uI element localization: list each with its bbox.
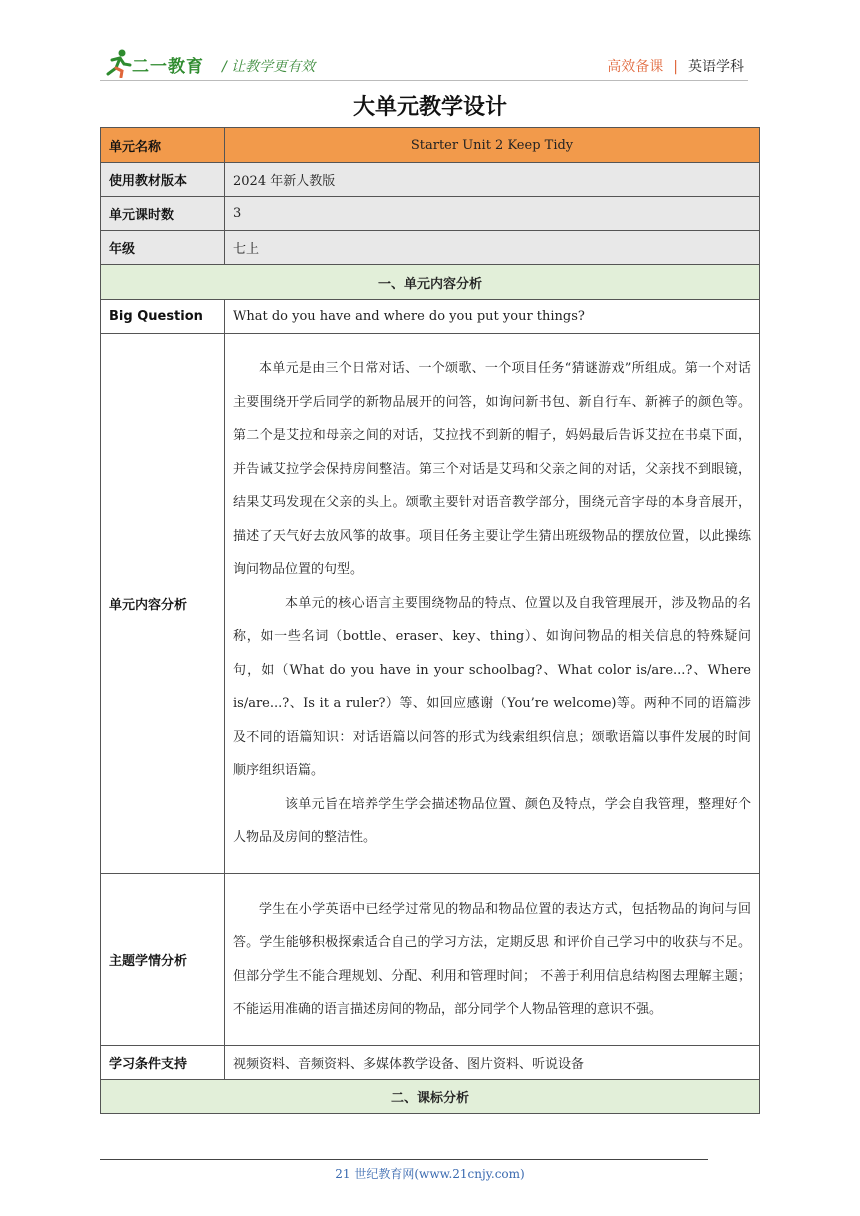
row-hours: [101, 197, 760, 231]
value-unit-name: Starter Unit 2 Keep Tidy: [225, 128, 760, 163]
value-big-question: What do you have and where do you put your things?: [225, 300, 760, 334]
row-content-analysis: [101, 334, 760, 874]
label-content-analysis: 单元内容分析: [101, 334, 225, 874]
content-paragraph: 本单元是由三个日常对话、一个颂歌、一个项目任务“猜谜游戏”所组成。第一个对话主要围绕开学后同学的新物品展开的问答，如询问新书包、新自行车、新裤子的颜色等。第二个是艾拉和母亲之间的对话，艾拉找不到新的帽子，妈妈最后告诉艾拉在书桌下面，并告诫艾拉学会保持房间整洁。第三个对话是艾玛和父亲之间的对话，父亲找不到眼镜，结果艾玛发现在父亲的头上。颂歌主要针对语音教学部分，围绕元音字母的本身音展开，描述了天气好去放风筝的故事。项目任务主要让学生猜出班级物品的摆放位置，以此操练询问物品位置的句型。: [233, 361, 751, 578]
header-tag-subject: 英语学科: [688, 59, 744, 75]
logo-text: 二一教育: [132, 57, 204, 77]
label-learner-analysis: 主题学情分析: [101, 874, 225, 1046]
row-unit-name: [101, 128, 760, 163]
slogan: / 让教学更有效: [222, 59, 316, 75]
label-big-question: Big Question: [101, 300, 225, 334]
footer-divider: [100, 1159, 708, 1160]
label-conditions: 学习条件支持: [101, 1046, 225, 1080]
page-header: [0, 0, 860, 90]
value-textbook: 2024 年新人教版: [225, 163, 760, 197]
row-textbook: [101, 163, 760, 197]
runner-icon: [104, 48, 132, 78]
row-grade: [101, 231, 760, 265]
label-hours: 单元课时数: [101, 197, 225, 231]
section-title-1: 一、单元内容分析: [101, 265, 760, 300]
header-right: [607, 56, 744, 76]
row-conditions: [101, 1046, 760, 1080]
footer-link[interactable]: 21 世纪教育网(www.21cnjy.com): [335, 1167, 525, 1181]
label-unit-name: 单元名称: [101, 128, 225, 163]
label-grade: 年级: [101, 231, 225, 265]
content-paragraph: 该单元旨在培养学生学会描述物品位置、颜色及特点，学会自我管理，整理好个人物品及房间的整洁性。: [233, 796, 751, 846]
row-big-question: [101, 300, 760, 334]
header-divider: [100, 80, 748, 81]
label-textbook: 使用教材版本: [101, 163, 225, 197]
page-title: 大单元教学设计: [352, 95, 507, 120]
design-table: [100, 127, 760, 1114]
value-content-analysis: [225, 334, 760, 874]
brand-logo: [104, 48, 216, 80]
header-tag-prep: 高效备课: [607, 59, 664, 75]
value-hours: 3: [225, 197, 760, 231]
header-separator: |: [673, 59, 678, 75]
value-learner-analysis: [225, 874, 760, 1046]
learner-paragraph: 学生在小学英语中已经学过常见的物品和物品位置的表达方式，包括物品的询问与回答。学生能够积极探索适合自己的学习方法，定期反思 和评价自己学习中的收获与不足。但部分学生不能合理规划、分配、利用和管理时间； 不善于利用信息结构图去理解主题；不能运用准确的语言描述房间的物品，部分同学个人物品管理的意识不强。: [233, 901, 751, 1017]
row-learner-analysis: [101, 874, 760, 1046]
value-grade: 七上: [225, 231, 760, 265]
section-heading-1: [101, 265, 760, 300]
section-heading-2: [101, 1080, 760, 1114]
content-paragraph: 本单元的核心语言主要围绕物品的特点、位置以及自我管理展开，涉及物品的名称，如一些名词（bottle、eraser、key、thing）、如询问物品的相关信息的特殊疑问句，如（What do you have in your schoolbag?、What color is/are...?、Where is/are...?、Is it a ruler?）等、如回应感谢（You’re welcome)等。两种不同的语篇涉及不同的语篇知识：对话语篇以问答的形式为线索组织信息；颂歌语篇以事件发展的时间顺序组织语篇。: [233, 595, 751, 779]
section-title-2: 二、课标分析: [101, 1080, 760, 1114]
value-conditions: 视频资料、音频资料、多媒体教学设备、图片资料、听说设备: [225, 1046, 760, 1080]
